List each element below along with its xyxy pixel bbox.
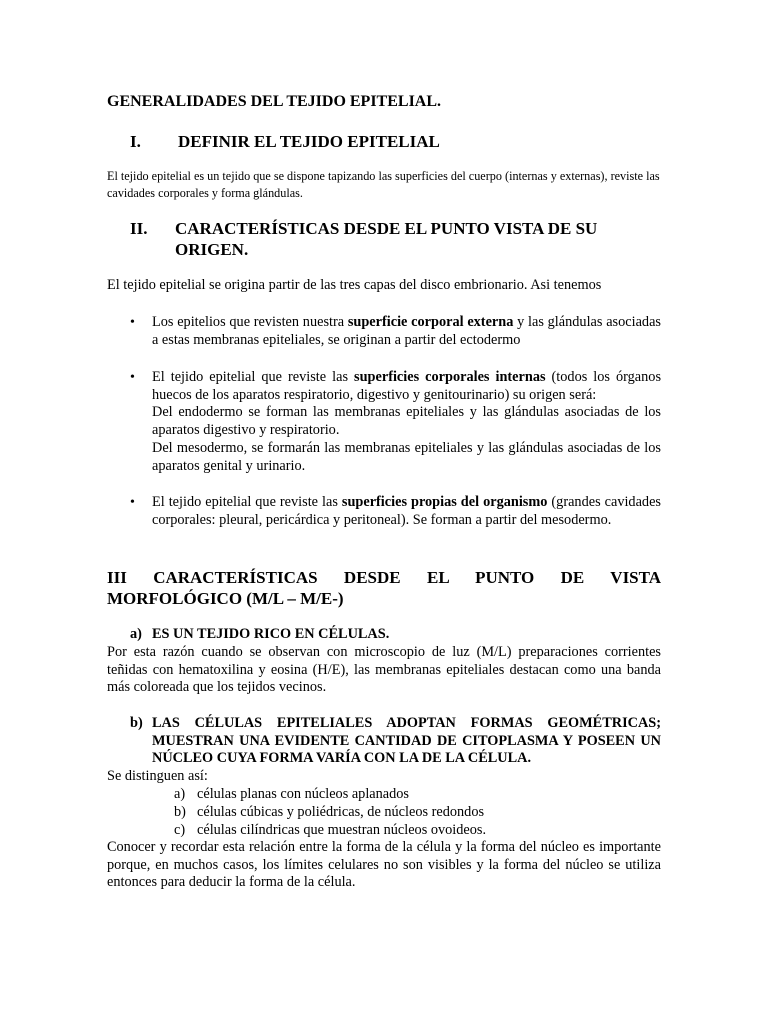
- section-1-numeral: I.: [130, 132, 141, 151]
- bullet-2-pre: El tejido epitelial que reviste las: [152, 369, 355, 385]
- subsection-a-heading: ES UN TEJIDO RICO EN CÉLULAS.: [152, 626, 390, 642]
- subsection-a-label: a): [130, 626, 142, 642]
- section-2-title: CARACTERÍSTICAS DESDE EL PUNTO VISTA DE SU ORIGEN.: [175, 219, 598, 259]
- bullet-3-marker: •: [130, 495, 135, 510]
- bullet-3-bold: superficies propias del organismo: [341, 494, 548, 510]
- subsection-b-label: b): [130, 715, 143, 731]
- bullet-2-mesodermo: Del mesodermo, se formarán las membranas epiteliales y las glándulas asociadas de los aparatos genital y urinario.: [152, 440, 661, 474]
- bullet-1-text: [152, 314, 661, 349]
- list-item-a-text: células planas con núcleos aplanados: [197, 786, 409, 802]
- section-3-heading: III CARACTERÍSTICAS DESDE EL PUNTO DE VISTA MORFOLÓGICO (M/L – M/E-): [107, 568, 661, 608]
- bullet-1-post: y las glándulas asociadas a estas membranas epiteliales, se originan a partir del ectodermo: [152, 314, 661, 348]
- bullet-2-bold: superficies corporales internas: [354, 369, 546, 385]
- list-item-c-text: células cilíndricas que muestran núcleos ovoideos.: [197, 822, 487, 838]
- bullet-3-post: (grandes cavidades corporales: pleural, pericárdica y peritoneal). Se forman a partir del mesodermo.: [152, 494, 661, 528]
- list-item-a-letter: a): [174, 786, 186, 802]
- bullet-3-text: [152, 494, 661, 529]
- list-item-b-letter: b): [174, 804, 186, 820]
- bullet-1-marker: •: [130, 315, 135, 330]
- bullet-2-post: (todos los órganos huecos de los aparatos respiratorio, digestivo y genitourinario) su origen será:: [152, 369, 662, 403]
- bullet-2-endodermo: Del endodermo se forman las membranas epiteliales y las glándulas asociadas de los aparatos digestivo y respiratorio.: [152, 404, 661, 438]
- list-item-c-letter: c): [174, 822, 186, 838]
- bullet-2-text: [152, 369, 661, 404]
- section-1-title: DEFINIR EL TEJIDO EPITELIAL: [178, 132, 440, 151]
- subsection-a-text: Por esta razón cuando se observan con microscopio de luz (M/L) preparaciones corrientes teñidas con hematoxilina y eosina (H/E), las membranas epiteliales destacan como una banda más coloreada que los tejidos vecinos.: [107, 644, 661, 695]
- document-title: GENERALIDADES DEL TEJIDO EPITELIAL.: [107, 93, 442, 110]
- subsection-b-intro: Se distinguen así:: [107, 768, 208, 784]
- bullet-1-bold: superficie corporal externa: [347, 314, 514, 330]
- list-item-b-text: células cúbicas y poliédricas, de núcleos redondos: [197, 804, 485, 820]
- bullet-1-pre: Los epitelios que revisten nuestra: [152, 314, 348, 330]
- section-2-numeral: II.: [130, 219, 148, 238]
- section-2-intro: El tejido epitelial se origina partir de las tres capas del disco embrionario. Asi tenemos: [107, 277, 602, 293]
- bullet-3-pre: El tejido epitelial que reviste las: [152, 494, 342, 510]
- subsection-b-heading: LAS CÉLULAS EPITELIALES ADOPTAN FORMAS GEOMÉTRICAS; MUESTRAN UNA EVIDENTE CANTIDAD DE CITOPLASMA Y POSEEN UN NÚCLEO CUYA FORMA VARÍA CON LA DE LA CÉLULA.: [152, 715, 661, 766]
- section-1-text: El tejido epitelial es un tejido que se dispone tapizando las superficies del cuerpo (internas y externas), reviste las cavidades corporales y forma glándulas.: [107, 169, 660, 200]
- bullet-2-marker: •: [130, 370, 135, 385]
- subsection-b-conclusion: Conocer y recordar esta relación entre la forma de la célula y la forma del núcleo es importante porque, en muchos casos, los límites celulares no son visibles y la forma del núcleo se utiliza entonces para deducir la forma de la célula.: [107, 839, 661, 890]
